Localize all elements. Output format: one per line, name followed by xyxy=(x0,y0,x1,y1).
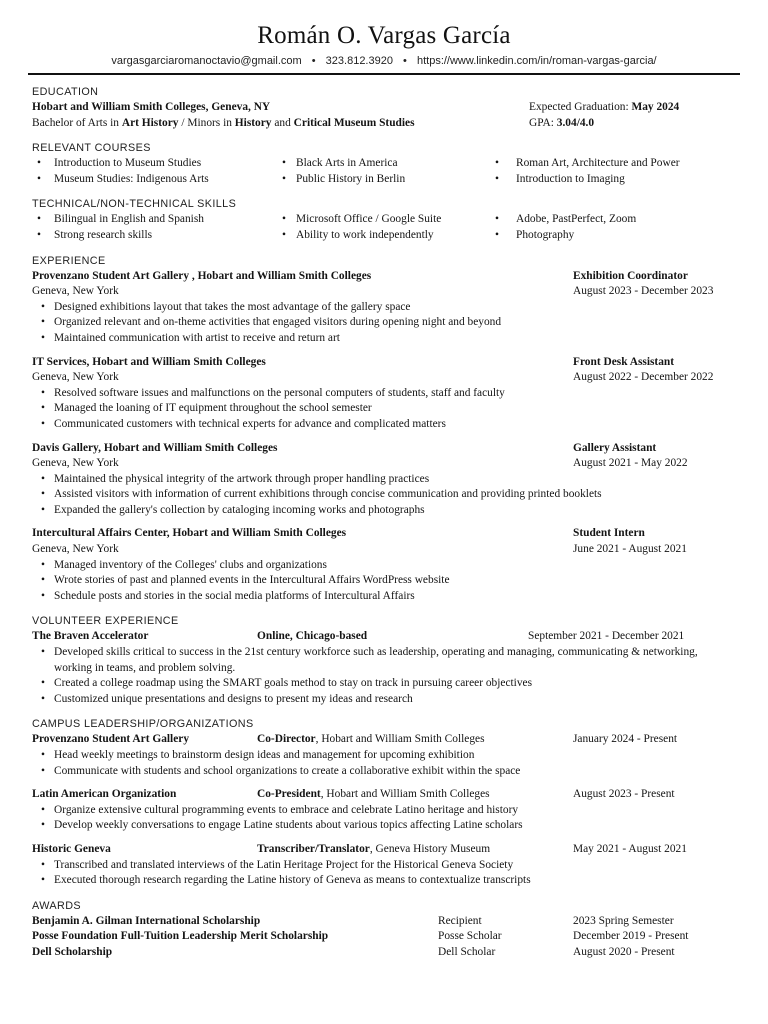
award-name: Dell Scholarship xyxy=(32,945,113,958)
job-role: Exhibition Coordinator xyxy=(573,269,688,282)
list-item: • Designed exhibitions layout that takes the most advantage of the gallery space xyxy=(32,300,736,316)
education-section xyxy=(32,100,736,131)
contact-separator: • xyxy=(311,55,316,67)
campus-section xyxy=(32,732,736,888)
job-organization: Intercultural Affairs Center, Hobart and William Smith Colleges xyxy=(32,527,347,540)
gpa-info xyxy=(529,116,736,132)
list-item: • Strong research skills xyxy=(32,228,278,244)
courses-grid xyxy=(32,156,736,187)
campus-role: Transcriber/Translator xyxy=(257,842,370,855)
job-location: Geneva, New York xyxy=(32,457,119,470)
job-organization: IT Services, Hobart and William Smith Colleges xyxy=(32,355,266,368)
skills-column-2 xyxy=(278,212,492,243)
minors-prefix: / Minors in xyxy=(178,116,235,129)
job-bullets xyxy=(32,472,736,519)
campus-bullets xyxy=(32,858,736,889)
job-organization: Provenzano Student Art Gallery , Hobart and William Smith Colleges xyxy=(32,269,372,282)
list-item: • Introduction to Museum Studies xyxy=(32,156,278,172)
volunteer-location: Online, Chicago-based xyxy=(257,630,368,643)
campus-affiliation: , Geneva History Museum xyxy=(369,842,491,855)
campus-role-line xyxy=(257,842,573,858)
award-name: Posse Foundation Full-Tuition Leadership Merit Scholarship xyxy=(32,930,329,943)
award-dates: 2023 Spring Semester xyxy=(573,914,674,927)
courses-column-2 xyxy=(278,156,492,187)
awards-section xyxy=(32,914,736,961)
volunteer-organization: The Braven Accelerator xyxy=(32,630,149,643)
list-item: • Ability to work independently xyxy=(278,228,492,244)
campus-entry xyxy=(32,842,736,889)
campus-role: Co-President xyxy=(257,788,321,801)
campus-affiliation: , Hobart and William Smith Colleges xyxy=(315,733,485,746)
job-bullets xyxy=(32,300,736,347)
award-row xyxy=(32,945,736,961)
list-item: • Resolved software issues and malfunctions on the personal computers of students, staff and faculty xyxy=(32,386,736,402)
campus-role-line xyxy=(257,787,573,803)
campus-dates: January 2024 - Present xyxy=(573,733,678,746)
list-item: • Created a college roadmap using the SMART goals method to stay on track in pursuing career objectives xyxy=(32,676,736,692)
list-item: • Transcribed and translated interviews of the Latin Heritage Project for the Historical Geneva Society xyxy=(32,858,736,874)
degree-prefix: Bachelor of Arts in xyxy=(32,116,122,129)
campus-organization: Historic Geneva xyxy=(32,842,111,855)
volunteer-bullets xyxy=(32,645,736,707)
campus-dates: August 2023 - Present xyxy=(573,788,675,801)
campus-entry xyxy=(32,787,736,834)
campus-bullets xyxy=(32,803,736,834)
list-item: • Black Arts in America xyxy=(278,156,492,172)
minor-museum-studies: Critical Museum Studies xyxy=(293,116,415,129)
section-title-campus: CAMPUS LEADERSHIP/ORGANIZATIONS xyxy=(32,718,254,731)
skills-column-1 xyxy=(32,212,278,243)
section-title-skills: TECHNICAL/NON-TECHNICAL SKILLS xyxy=(32,198,237,211)
resume-header xyxy=(32,0,736,75)
graduation-info xyxy=(529,100,736,116)
list-item: • Managed inventory of the Colleges' clubs and organizations xyxy=(32,558,736,574)
campus-organization: Provenzano Student Art Gallery xyxy=(32,733,190,746)
job-dates: August 2023 - December 2023 xyxy=(573,285,714,298)
candidate-name: Román O. Vargas García xyxy=(257,22,511,49)
courses-column-1 xyxy=(32,156,278,187)
job-entry xyxy=(32,526,736,604)
award-row xyxy=(32,914,736,930)
campus-affiliation: , Hobart and William Smith Colleges xyxy=(320,788,490,801)
campus-role: Co-Director xyxy=(257,733,316,746)
experience-section xyxy=(32,269,736,605)
gpa-label: GPA: xyxy=(529,116,557,129)
campus-bullets xyxy=(32,748,736,779)
list-item: • Roman Art, Architecture and Power xyxy=(492,156,736,172)
skills-column-3 xyxy=(492,212,736,243)
job-dates: June 2021 - August 2021 xyxy=(573,543,687,556)
job-location: Geneva, New York xyxy=(32,543,119,556)
campus-organization: Latin American Organization xyxy=(32,788,177,801)
award-status: Recipient xyxy=(438,914,482,927)
list-item: • Maintained the physical integrity of the artwork through proper handling practices xyxy=(32,472,736,488)
graduation-label: Expected Graduation: xyxy=(529,101,632,113)
and-text: and xyxy=(271,116,294,129)
list-item: • Communicated customers with technical experts for advance and complicated matters xyxy=(32,417,736,433)
gpa-value: 3.04/4.0 xyxy=(556,116,595,129)
list-item: • Expanded the gallery's collection by cataloging incoming works and photographs xyxy=(32,503,736,519)
section-title-education: EDUCATION xyxy=(32,86,99,98)
campus-role-line xyxy=(257,732,573,748)
list-item: • Wrote stories of past and planned events in the Intercultural Affairs WordPress website xyxy=(32,573,736,589)
campus-entry xyxy=(32,732,736,779)
volunteer-dates: September 2021 - December 2021 xyxy=(528,630,685,643)
header-divider xyxy=(28,73,740,75)
list-item: • Museum Studies: Indigenous Arts xyxy=(32,172,278,188)
job-location: Geneva, New York xyxy=(32,285,119,298)
list-item: • Organized relevant and on-theme activities that engaged visitors during opening night and beyond xyxy=(32,315,736,331)
list-item: • Adobe, PastPerfect, Zoom xyxy=(492,212,736,228)
list-item: • Bilingual in English and Spanish xyxy=(32,212,278,228)
job-dates: August 2022 - December 2022 xyxy=(573,371,714,384)
section-title-courses: RELEVANT COURSES xyxy=(32,142,151,155)
job-role: Student Intern xyxy=(573,527,645,540)
contact-line xyxy=(32,54,736,69)
job-entry xyxy=(32,441,736,519)
section-title-experience: EXPERIENCE xyxy=(32,254,106,267)
list-item: • Photography xyxy=(492,228,736,244)
list-item: • Communicate with students and school organizations to create a collaborative exhibit within the space xyxy=(32,764,736,780)
list-item: • Assisted visitors with information of current exhibitions through concise communication and providing printed booklets xyxy=(32,487,736,503)
degree-line xyxy=(32,116,529,132)
award-name: Benjamin A. Gilman International Scholarship xyxy=(32,914,261,927)
award-status: Dell Scholar xyxy=(438,945,496,958)
award-dates: August 2020 - Present xyxy=(573,945,675,958)
skills-grid xyxy=(32,212,736,243)
list-item: • Schedule posts and stories in the social media platforms of Intercultural Affairs xyxy=(32,589,736,605)
job-location: Geneva, New York xyxy=(32,371,119,384)
school-name: Hobart and William Smith Colleges, Geneva, NY xyxy=(32,101,271,113)
courses-column-3 xyxy=(492,156,736,187)
job-entry xyxy=(32,355,736,433)
minor-history: History xyxy=(234,116,272,129)
graduation-date: May 2024 xyxy=(631,101,680,113)
section-title-volunteer: VOLUNTEER EXPERIENCE xyxy=(32,615,179,628)
job-bullets xyxy=(32,386,736,433)
job-organization: Davis Gallery, Hobart and William Smith Colleges xyxy=(32,441,278,454)
contact-separator: • xyxy=(403,55,407,67)
campus-dates: May 2021 - August 2021 xyxy=(573,842,687,855)
list-item: • Managed the loaning of IT equipment throughout the school semester xyxy=(32,401,736,417)
award-dates: December 2019 - Present xyxy=(573,930,689,943)
list-item: • Organize extensive cultural programming events to embrace and celebrate Latino heritage and history xyxy=(32,803,736,819)
email-link[interactable]: vargasgarciaromanoctavio@gmail.com xyxy=(111,55,302,67)
phone-number: 323.812.3920 xyxy=(325,55,393,67)
list-item: • Head weekly meetings to brainstorm design ideas and management for upcoming exhibition xyxy=(32,748,736,764)
list-item: • Developed skills critical to success in the 21st century workforce such as leadership, operating and managing, communicating & networking, working in teams, and problem solving. xyxy=(32,645,736,676)
list-item: • Microsoft Office / Google Suite xyxy=(278,212,492,228)
list-item: • Maintained communication with artist to receive and return art xyxy=(32,331,736,347)
job-bullets xyxy=(32,558,736,605)
linkedin-link[interactable]: https://www.linkedin.com/in/roman-vargas-garcia/ xyxy=(416,55,657,67)
job-role: Gallery Assistant xyxy=(573,441,657,454)
job-dates: August 2021 - May 2022 xyxy=(573,457,688,470)
volunteer-section xyxy=(32,629,736,707)
list-item: • Executed thorough research regarding the Latine history of Geneva as means to contextualize transcripts xyxy=(32,873,736,889)
major: Art History xyxy=(121,116,179,129)
award-status: Posse Scholar xyxy=(438,930,502,943)
list-item: • Introduction to Imaging xyxy=(492,172,736,188)
award-row xyxy=(32,929,736,945)
list-item: • Develop weekly conversations to engage Latine students about various topics affecting Latine scholars xyxy=(32,818,736,834)
job-entry xyxy=(32,269,736,347)
job-role: Front Desk Assistant xyxy=(573,355,675,368)
list-item: • Customized unique presentations and designs to present my ideas and research xyxy=(32,692,736,708)
section-title-awards: AWARDS xyxy=(32,899,81,912)
list-item: • Public History in Berlin xyxy=(278,172,492,188)
